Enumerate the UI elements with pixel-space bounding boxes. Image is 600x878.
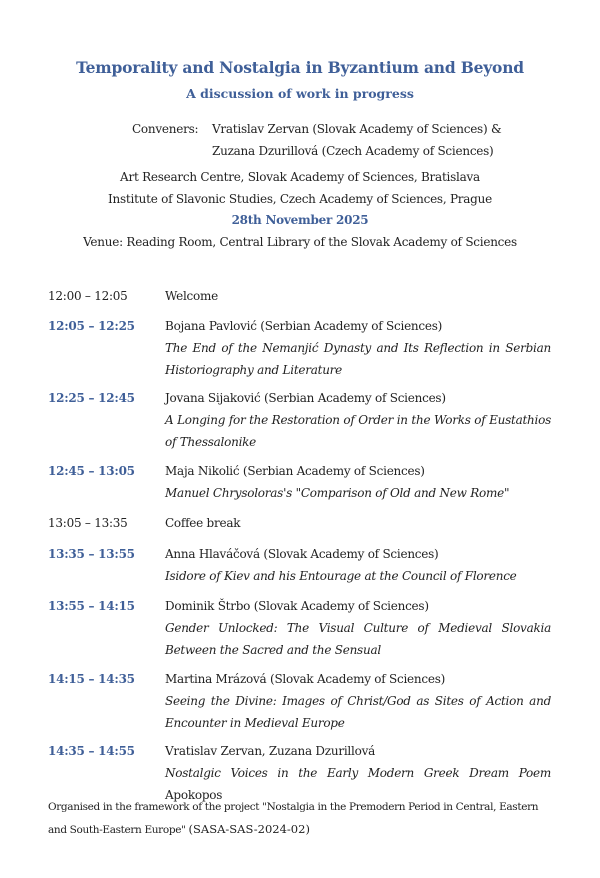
slot-speaker: Anna Hlaváčová (Slovak Academy of Sciences) — [165, 547, 439, 561]
talk-title-work: Apokopos — [165, 788, 223, 802]
slot-speaker: Vratislav Zervan, Zuzana Dzurillová — [165, 744, 375, 758]
convener-1: Vratislav Zervan (Slovak Academy of Sciences) & — [212, 122, 502, 136]
slot-talk-title: Gender Unlocked: The Visual Culture of Medieval Slovakia Between the Sacred and the Sensual — [165, 621, 551, 657]
talk-title-main: Nostalgic Voices in the Early Modern Greek Dream Poem — [165, 766, 551, 780]
project-code: (SASA-SAS-2024-02) — [188, 822, 310, 836]
slot-time: 14:15 – 14:35 — [48, 672, 135, 686]
slot-time: 13:55 – 14:15 — [48, 599, 135, 613]
slot-time: 13:35 – 13:55 — [48, 547, 135, 561]
event-title: Temporality and Nostalgia in Byzantium and Beyond — [76, 58, 524, 77]
footnote-text: Organised in the framework of the project "Nostalgia in the Premodern Period in Central, Eastern and South-Eastern Europe" — [48, 801, 539, 836]
slot-speaker: Dominik Štrbo (Slovak Academy of Sciences) — [165, 599, 429, 613]
slot-time: 12:45 – 13:05 — [48, 464, 135, 478]
slot-time: 13:05 – 13:35 — [48, 516, 128, 530]
slot-talk-title: The End of the Nemanjić Dynasty and Its Reflection in Serbian Historiography and Literature — [165, 341, 551, 377]
slot-speaker: Maja Nikolić (Serbian Academy of Sciences) — [165, 464, 425, 478]
slot-time: 12:00 – 12:05 — [48, 289, 128, 303]
slot-time: 14:35 – 14:55 — [48, 744, 135, 758]
slot-talk-title: Manuel Chrysoloras's "Comparison of Old and New Rome" — [165, 486, 510, 500]
slot-speaker: Jovana Sijaković (Serbian Academy of Sciences) — [165, 391, 446, 405]
slot-talk-title: Isidore of Kiev and his Entourage at the Council of Florence — [165, 569, 517, 583]
slot-time: 12:05 – 12:25 — [48, 319, 135, 333]
slot-label: Coffee break — [165, 516, 241, 530]
event-subtitle: A discussion of work in progress — [186, 86, 414, 101]
conveners-names — [212, 118, 501, 162]
project-footnote — [48, 796, 558, 841]
slot-label: Welcome — [165, 289, 218, 303]
slot-talk-title: A Longing for the Restoration of Order in the Works of Eustathios of Thessalonike — [165, 413, 551, 449]
slot-speaker: Martina Mrázová (Slovak Academy of Sciences) — [165, 672, 446, 686]
event-venue: Venue: Reading Room, Central Library of the Slovak Academy of Sciences — [83, 235, 517, 249]
slot-time: 12:25 – 12:45 — [48, 391, 135, 405]
convener-2: Zuzana Dzurillová (Czech Academy of Sciences) — [212, 144, 494, 158]
event-date: 28th November 2025 — [231, 213, 369, 227]
institution-2: Institute of Slavonic Studies, Czech Academy of Sciences, Prague — [108, 192, 492, 206]
slot-speaker: Bojana Pavlović (Serbian Academy of Sciences) — [165, 319, 443, 333]
slot-talk-title: Seeing the Divine: Images of Christ/God as Sites of Action and Encounter in Medieval Europe — [165, 694, 551, 730]
conveners-label: Conveners: — [132, 122, 199, 136]
institution-1: Art Research Centre, Slovak Academy of Sciences, Bratislava — [120, 170, 480, 184]
